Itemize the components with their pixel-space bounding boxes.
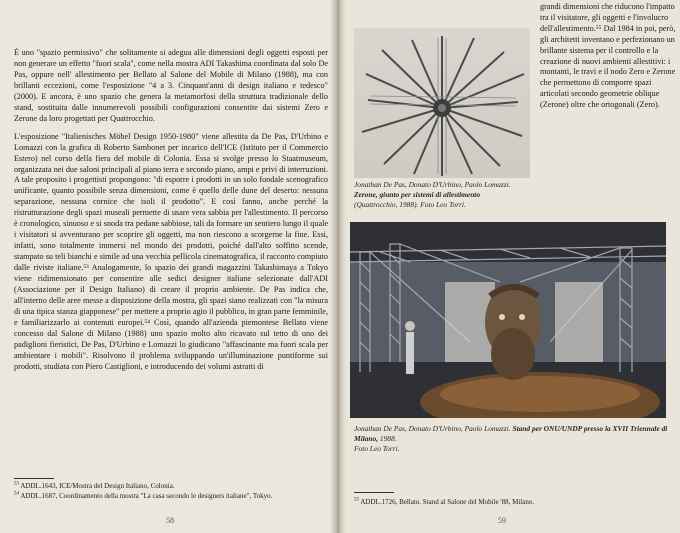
stand-photo-illustration	[350, 222, 666, 418]
footnote-54	[14, 492, 328, 501]
left-body-text	[14, 48, 328, 380]
caption-onu-stand	[354, 424, 672, 454]
caption-zerone	[354, 180, 534, 210]
right-column-text: grandi dimensioni che riducono l'impatto tra il visitatore, gli oggetti e l'involucro dell'allestimento.⁵⁵ Dal 1984 in poi, però, gli architetti inventano e perfezionano un brillante sistema per il controllo e la creazione di nuovi ambienti allestitivi: i montanti, le travi e il nodo Zero e Zerone che permettono di comporre spazi articolati secondo geometrie oblique (Zerone) oltre che ortogonali (Zero).	[540, 2, 676, 110]
footnote-number: 54	[14, 491, 19, 497]
footnote-55	[354, 498, 664, 507]
zerone-joint-photo	[354, 28, 530, 178]
starburst-structure-illustration	[354, 28, 530, 178]
left-page	[0, 0, 336, 533]
footnote-text: ADDL.1643, ICE/Mostra del Design Italiano, Colonia.	[20, 482, 175, 490]
footnote-text: ADDL.1687, Coordinamento della mostra "La casa secondo le designers italiane", Tokyo.	[20, 492, 273, 500]
page-number-right: 59	[498, 516, 506, 525]
caption-authors: Jonathan De Pas, Donato D'Urbino, Paolo Lomazzi.	[354, 424, 511, 433]
onu-undp-stand-photo	[350, 222, 666, 418]
footnote-53	[14, 482, 328, 491]
caption-title: Stand per ONU/UNDP presso la XVII Triennale di Milano,	[354, 424, 668, 443]
footnote-number: 53	[14, 481, 19, 487]
caption-credit: Foto Leo Torri.	[354, 444, 400, 453]
caption-details: (Quattrocchio, 1988). Foto Leo Torri.	[354, 200, 466, 209]
footnote-number: 55	[354, 497, 359, 503]
caption-title: Zerone, giunto per sistemi di allestimento	[354, 190, 481, 199]
footnote-text: ADDL.1726, Bellato. Stand al Salone del Mobile '88, Milano.	[360, 498, 535, 506]
book-gutter	[330, 0, 346, 533]
caption-authors: Jonathan De Pas, Donato D'Urbino, Paolo Lomazzi.	[354, 180, 511, 189]
caption-year: 1988.	[379, 434, 397, 443]
footnote-rule	[14, 478, 54, 479]
paragraph-2: L'esposizione "Italienisches Möbel Design 1950-1980" viene allestita da De Pas, D'Urbino e Lomazzi con la grafica di Roberto Sambonet per incarico dell'ICE (Istituto per il Commercio Estero) nel corso della fiera del mobile di Colonia. Essa si svolge presso lo Staatmuseum, organizzata nei due saloni principali al piano terra e secondo piano, ampi e privi di interruzioni. A tale proposito i progettisti propongono: "di esporre i prodotti in un solo fondale scenografico unificante, quanto possibile senza dimensioni, come è quello delle dune del deserto: nessuna separazione, nessuna cornice che isoli il prodotto". E così fanno, anche perché la ristrutturazione degli spazi museali permette di usare vera sabbia per l'allestimento. Il percorso è cronologico, sinuoso e si snoda tra pedane sabbiose, tali da formare un sentiero lungo il quale i visitatori si avventurano per scoprire gli oggetti, ma non riescono a scorgerne la fine. Essi, infatti, sono totalmente immersi nel mondo dei prodotti, poiché dall'alto soffitto scende, stampato su teli bianchi e simile ad una vecchia pellicola cinematografica, il racconto compiuto dalle riviste italiane.⁵³ Analogamente, lo spazio dei grandi magazzini Takashimaya a Tokyo viene ridimensionato per consentire alle sedici designer italiane selezionate dall'ADI (Associazione per il Design Italiano) di creare il proprio ambiente. De Pas indica che, all'interno delle aree messe a disposizione della mostra, gli spazi siano realizzati con "la misura di una tipica stanza giapponese" per mettere a proprio agio il pubblico, in gran parte femminile, e familiarizzarlo ai contenuti europei.⁵⁴ Così, quando all'azienda piemontese Bellato viene concesso dal Salone di Milano (1988) uno spazio molto alto ricavato sul tetto di uno dei padiglioni fieristici, De Pas, D'Urbino e Lomazzi lo giudicano "affascinante ma fuori scala per ambientare i mobili". Risolvono il problema sviluppando un'illuminazione puntiforme sui prodotti, studiata con Piero Castiglioni, e introducendo dei volumi astratti di	[14, 131, 328, 371]
paragraph-1: È uno "spazio permissivo" che solitamente si adegua alle dimensioni degli oggetti esposti per non generare un effetto "fuori scala", come nella mostra ADI Takashima coordinata dal solo De Pas, oppure nell' allestimento per Bellato al Salone del Mobile di Milano (1988), ma con brillanti eccezioni, come l'esposizione "4 a 3. Cinquant'anni di design italiano e tedesco" (2000). E ancora, è uno spazio che genera la metamorfosi della struttura tradizionale dello stand, sostituita dalle innumerevoli possibili configurazioni consentite dai sistemi Zero e Zerone da loro progettati per Quattrocchio.	[14, 48, 328, 123]
right-page	[340, 0, 680, 533]
footnote-rule	[354, 492, 394, 493]
page-number-left: 58	[166, 516, 174, 525]
